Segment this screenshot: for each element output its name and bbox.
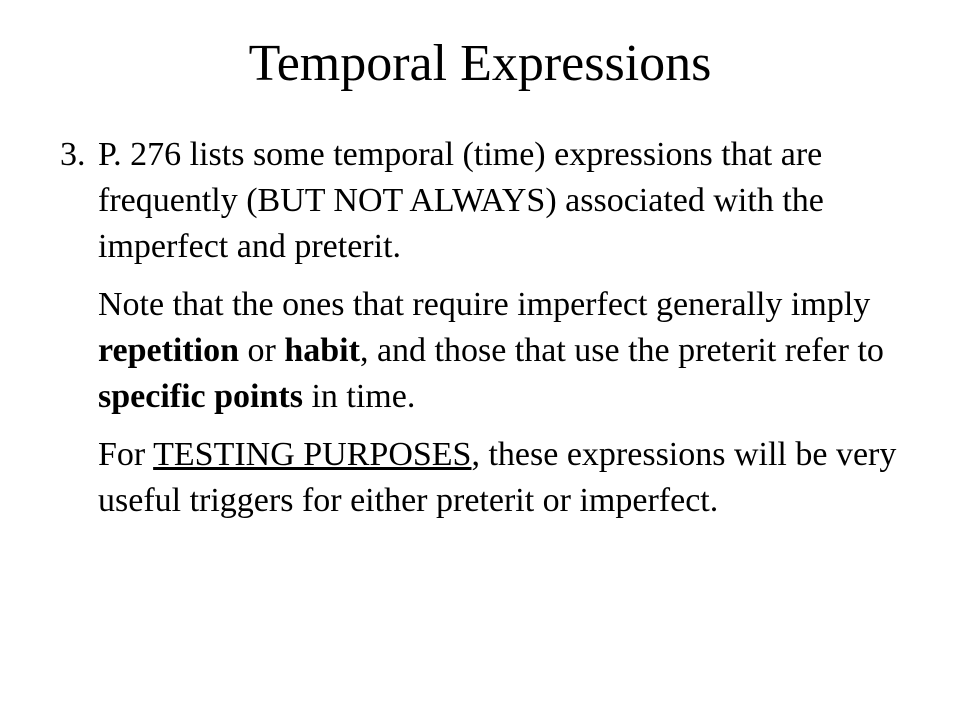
emphasis-specific-points: specific points [98,378,303,415]
note-text-1: Note that the ones that require imperfect generally imply [98,286,871,323]
note-text-3: , and those that use the preterit refer to [359,332,884,369]
slide-title: Temporal Expressions [248,35,712,92]
note-text-4: in time. [302,378,416,415]
emphasis-repetition: repetition [98,332,240,369]
item-row [60,132,930,524]
note-text-2: or [239,332,285,369]
emphasis-habit: habit [284,332,360,369]
testing-text-2: , these expressions will be very useful triggers for either preterit or imperfect. [98,436,897,519]
testing-text-1: For [98,436,154,473]
paragraph-note [98,282,930,420]
underlined-testing-purposes: TESTING PURPOSES [153,436,472,473]
item-number: 3. [60,136,86,173]
paragraph-testing [98,432,930,524]
numbered-item [60,132,930,536]
paragraph-page-reference: P. 276 lists some temporal (time) expressions that are frequently (BUT NOT ALWAYS) associated with the imperfect and preterit. [98,136,824,265]
